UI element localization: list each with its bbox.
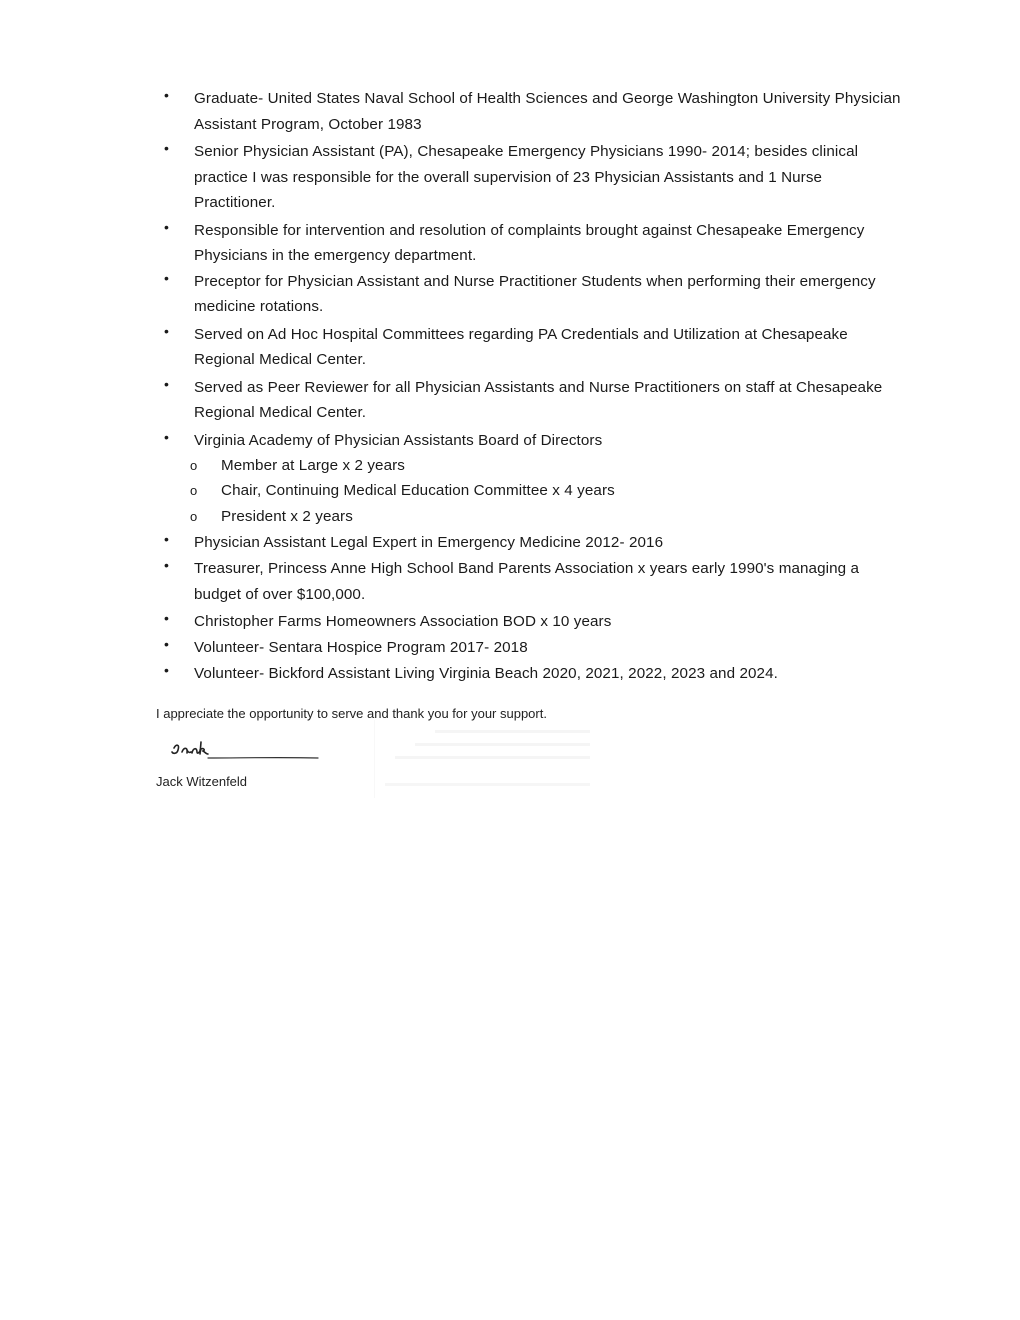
bullet-icon: • (164, 610, 170, 626)
bullet-icon: • (164, 375, 170, 392)
list-item (160, 635, 905, 660)
signer-name: Jack Witzenfeld (156, 774, 248, 789)
bullet-icon: • (164, 531, 170, 547)
list-item (160, 609, 905, 634)
list-item-text: Graduate- United States Naval School of Health Sciences and George Washington University Physician Assistant Program, October 1983 (194, 90, 901, 133)
bullet-icon: • (164, 428, 170, 445)
bullet-icon: • (164, 557, 170, 573)
closing-statement: I appreciate the opportunity to serve and thank you for your support. (156, 706, 547, 721)
bullet-icon: • (164, 140, 170, 156)
list-item (160, 322, 905, 373)
list-item-text: Responsible for intervention and resolution of complaints brought against Chesapeake Emergency Physicians in the emergency department. (194, 221, 865, 264)
list-item-text: Christopher Farms Homeowners Association BOD x 10 years (194, 613, 612, 630)
bullet-icon: • (164, 87, 170, 103)
list-item-text: Served on Ad Hoc Hospital Committees regarding PA Credentials and Utilization at Chesapeake Regional Medical Center. (194, 325, 848, 368)
list-item-text: Physician Assistant Legal Expert in Emergency Medicine 2012- 2016 (194, 534, 664, 551)
board-roles-list (160, 453, 905, 530)
list-item (160, 269, 905, 320)
sub-list-item-text: Chair, Continuing Medical Education Committee x 4 years (221, 482, 615, 499)
list-item-text: Treasurer, Princess Anne High School Band Parents Association x years early 1990's managing a budget of over $100,000. (194, 560, 860, 603)
bullet-icon: • (164, 662, 170, 678)
sub-list-item (160, 504, 905, 530)
circle-bullet-icon: o (190, 508, 198, 524)
list-item-text: Volunteer- Bickford Assistant Living Virginia Beach 2020, 2021, 2022, 2023 and 2024. (194, 665, 778, 682)
bullet-icon: • (164, 269, 170, 286)
list-item-with-subitems (160, 428, 905, 530)
list-item-text: Volunteer- Sentara Hospice Program 2017- 2018 (194, 639, 528, 656)
list-item (160, 375, 905, 426)
list-item (160, 139, 905, 216)
list-item (160, 218, 905, 268)
sub-list-item-text: Member at Large x 2 years (221, 456, 405, 474)
list-item-text: Served as Peer Reviewer for all Physician Assistants and Nurse Practitioners on staff at Chesapeake Regional Medical Center. (194, 378, 883, 421)
list-item (160, 86, 905, 137)
bullet-icon: • (164, 636, 170, 652)
faded-background-text (374, 720, 590, 798)
list-item (160, 556, 905, 607)
circle-bullet-icon: o (190, 483, 198, 498)
sub-list-item (160, 478, 905, 504)
experience-list (160, 86, 905, 687)
circle-bullet-icon: o (190, 457, 198, 473)
list-item (160, 661, 905, 686)
list-item (160, 530, 905, 555)
sub-list-item-text: President x 2 years (221, 507, 353, 525)
bullet-icon: • (164, 322, 170, 339)
bullet-icon: • (164, 218, 170, 235)
sub-list-item (160, 453, 905, 479)
list-item-text: Senior Physician Assistant (PA), Chesapeake Emergency Physicians 1990- 2014; besides clinical practice I was responsible for the overall supervision of 23 Physician Assistants and 1 Nurse Practitioner. (194, 143, 859, 211)
list-item-text: Virginia Academy of Physician Assistants Board of Directors (194, 431, 603, 449)
handwritten-signature-icon (170, 738, 320, 766)
list-item-text: Preceptor for Physician Assistant and Nurse Practitioner Students when performing their emergency medicine rotations. (194, 272, 876, 315)
